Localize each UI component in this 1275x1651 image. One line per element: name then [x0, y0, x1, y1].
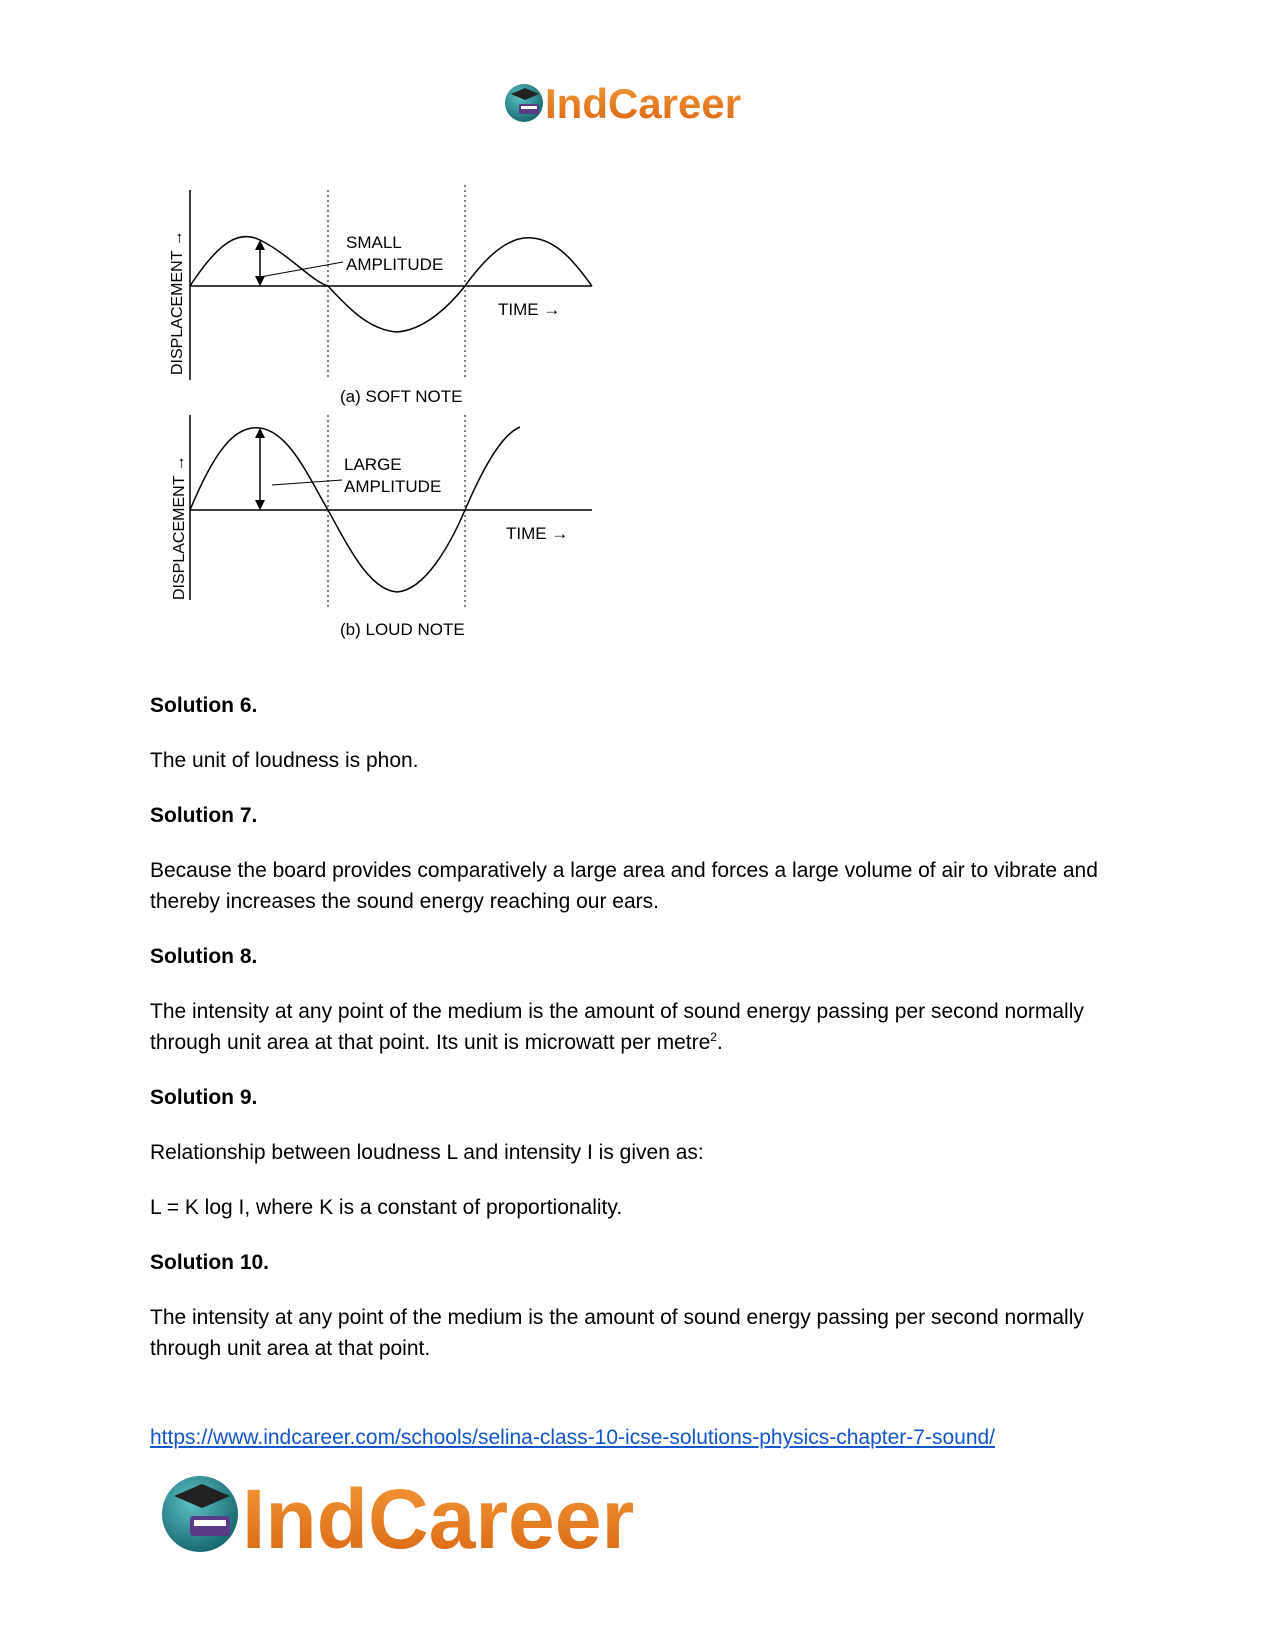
panel-soft-note	[169, 185, 592, 406]
panel-b-y-label: DISPLACEMENT →	[171, 455, 188, 600]
panel-b-caption: (b) LOUD NOTE	[340, 620, 465, 639]
panel-a-amp-label-2: AMPLITUDE	[346, 255, 444, 274]
header-logo-text: IndCareer	[545, 80, 742, 127]
solution-10-title: Solution 10.	[150, 1251, 270, 1274]
panel-a-y-label: DISPLACEMENT →	[169, 230, 186, 375]
panel-b-pointer-line	[272, 480, 342, 485]
footer-graduation-book-globe-icon	[160, 1468, 700, 1560]
solution-9-text-2: L = K log I, where K is a constant of proportionality.	[150, 1196, 623, 1219]
solution-6-title: Solution 6.	[150, 694, 258, 717]
footer-logo-text: IndCareer	[242, 1472, 635, 1560]
panel-a-pointer-line	[260, 262, 343, 277]
solution-8-text: The intensity at any point of the medium is the amount of sound energy passing per second normally through unit area at that point. Its unit is microwatt per metre	[150, 1000, 1084, 1054]
solution-7-text: Because the board provides comparatively a large area and forces a large volume of air to vibrate and thereby increases the sound energy reaching our ears.	[150, 859, 1098, 913]
solution-8-tail: .	[716, 1031, 723, 1054]
header-logo	[503, 78, 783, 128]
footer-logo	[160, 1468, 700, 1560]
panel-b-amp-label-1: LARGE	[344, 455, 402, 474]
solution-9-title: Solution 9.	[150, 1086, 258, 1109]
panel-loud-note	[171, 415, 592, 639]
panel-b-amp-label-2: AMPLITUDE	[344, 477, 442, 496]
source-link[interactable]: https://www.indcareer.com/schools/selina-class-10-icse-solutions-physics-chapter-7-sound/	[150, 1426, 996, 1449]
panel-a-amp-label-1: SMALL	[346, 233, 402, 252]
solution-8-paragraph	[150, 996, 1110, 1058]
solution-8-title: Solution 8.	[150, 945, 258, 968]
solution-10-text: The intensity at any point of the medium is the amount of sound energy passing per second normally through unit area at that point.	[150, 1306, 1084, 1360]
panel-a-time-label: TIME →	[498, 300, 561, 319]
solution-6-text: The unit of loudness is phon.	[150, 749, 419, 772]
solution-7-title: Solution 7.	[150, 804, 258, 827]
panel-b-time-label: TIME →	[506, 524, 569, 543]
solution-9-text-1: Relationship between loudness L and intensity I is given as:	[150, 1141, 704, 1164]
graduation-book-globe-icon	[503, 78, 783, 128]
panel-a-caption: (a) SOFT NOTE	[340, 387, 463, 406]
solution-8-superscript: 2	[710, 1030, 717, 1044]
solutions-content	[150, 690, 1110, 1388]
amplitude-figure	[160, 180, 640, 660]
